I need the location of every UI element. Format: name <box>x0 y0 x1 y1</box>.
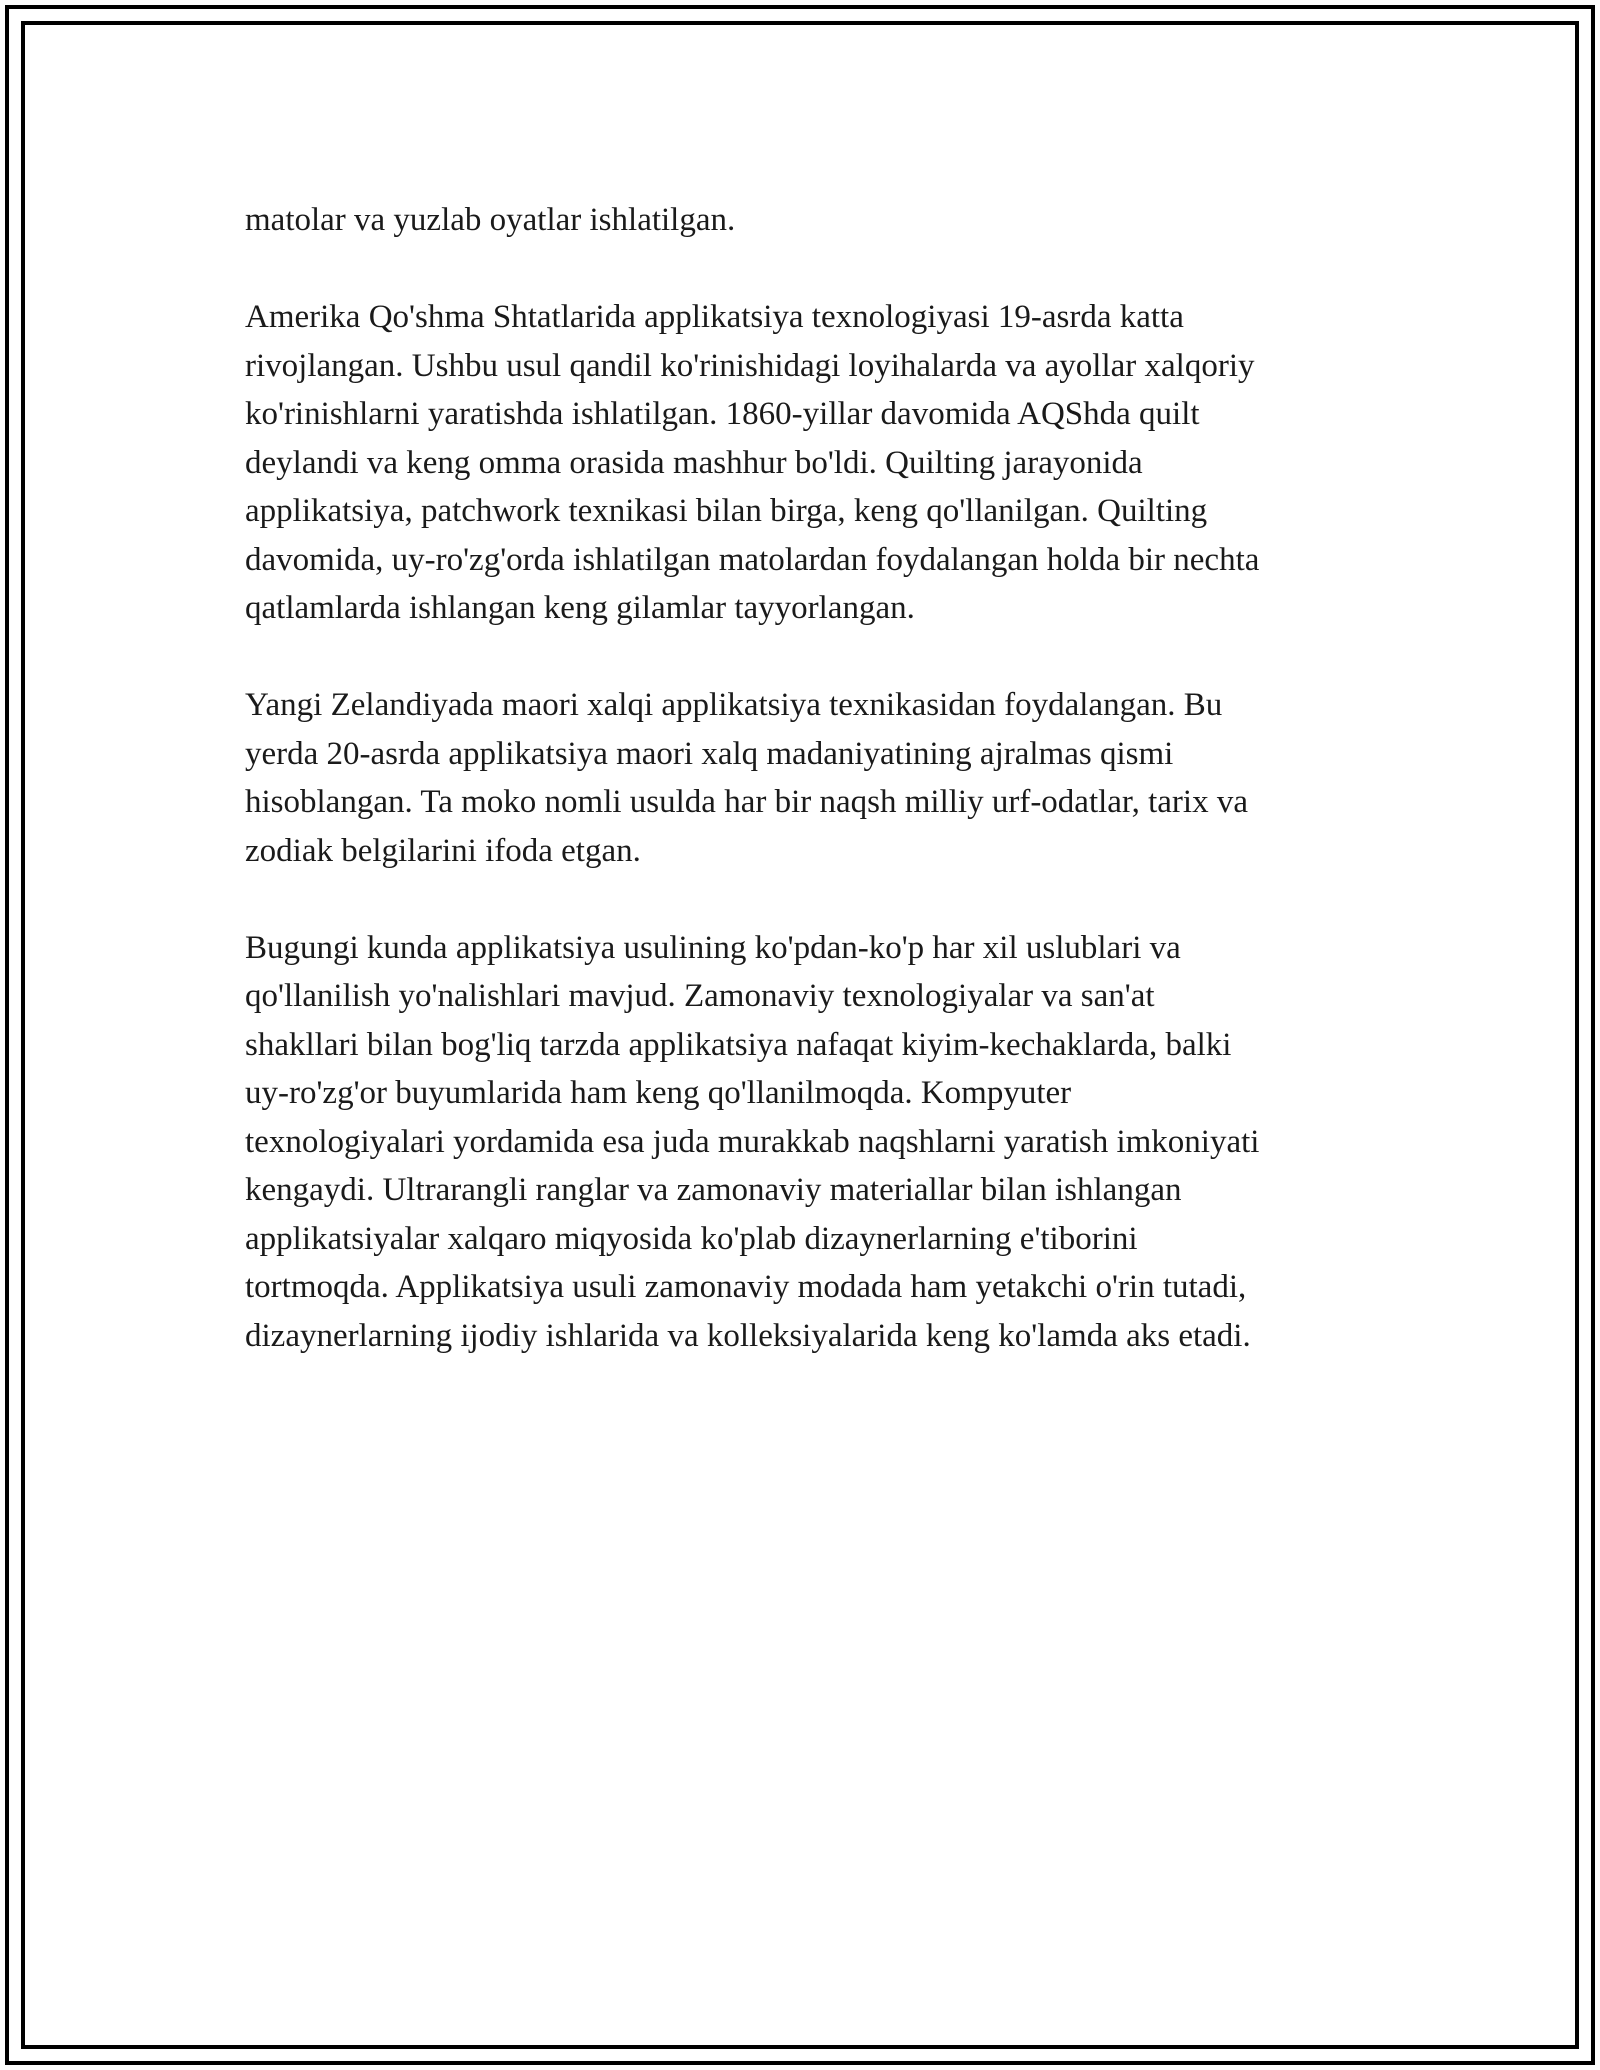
text-line: applikatsiyalar xalqaro miqyosida ko'plab dizaynerlarning e'tiborini <box>245 1220 1138 1257</box>
text-line: matolar va yuzlab oyatlar ishlatilgan. <box>245 202 736 238</box>
page-frame <box>5 5 1595 2065</box>
text-line: rivojlangan. Ushbu usul qandil ko'rinishidagi loyihalarda va ayollar xalqoriy <box>245 347 1255 384</box>
text-line: shakllari bilan bog'liq tarzda applikatsiya nafaqat kiyim-kechaklarda, balki <box>245 1026 1232 1063</box>
paragraph-3 <box>245 681 1395 875</box>
text-line: hisoblangan. Ta moko nomli usulda har bir naqsh milliy urf-odatlar, tarix va <box>245 784 1248 820</box>
text-line: zodiak belgilarini ifoda etgan. <box>245 832 641 869</box>
text-line: ko'rinishlarni yaratishda ishlatilgan. 1860-yillar davomida AQShda quilt <box>245 396 1200 432</box>
text-line: deylandi va keng omma orasida mashhur bo'ldi. Quilting jarayonida <box>245 444 1143 481</box>
text-line: Amerika Qo'shma Shtatlarida applikatsiya texnologiyasi 19-asrda katta <box>245 299 1184 335</box>
text-line: qatlamlarda ishlangan keng gilamlar tayyorlangan. <box>245 590 915 626</box>
paragraph-1 <box>245 196 1395 245</box>
text-line: uy-ro'zg'or buyumlarida ham keng qo'llanilmoqda. Kompyuter <box>245 1075 1072 1111</box>
text-line: applikatsiya, patchwork texnikasi bilan birga, keng qo'llanilgan. Quilting <box>245 493 1208 529</box>
text-line: yerda 20-asrda applikatsiya maori xalq madaniyatining ajralmas qismi <box>245 735 1174 772</box>
text-line: Bugungi kunda applikatsiya usulining ko'pdan-ko'p har xil uslublari va <box>245 929 1181 966</box>
text-line: texnologiyalari yordamida esa juda murakkab naqshlarni yaratish imkoniyati <box>245 1123 1260 1160</box>
text-line: qo'llanilish yo'nalishlari mavjud. Zamonaviy texnologiyalar va san'at <box>245 978 1155 1014</box>
paragraph-2 <box>245 293 1395 633</box>
document-body <box>245 196 1395 1409</box>
text-line: tortmoqda. Applikatsiya usuli zamonaviy modada ham yetakchi o'rin tutadi, <box>245 1269 1247 1305</box>
text-line: davomida, uy-ro'zg'orda ishlatilgan matolardan foydalangan holda bir nechta <box>245 541 1260 578</box>
text-line: kengaydi. Ultrarangli ranglar va zamonaviy materiallar bilan ishlangan <box>245 1172 1182 1208</box>
text-line: dizaynerlarning ijodiy ishlarida va kolleksiyalarida keng ko'lamda aks etadi. <box>245 1317 1251 1354</box>
paragraph-4 <box>245 924 1395 1361</box>
text-line: Yangi Zelandiyada maori xalqi applikatsiya texnikasidan foydalangan. Bu <box>245 687 1223 723</box>
